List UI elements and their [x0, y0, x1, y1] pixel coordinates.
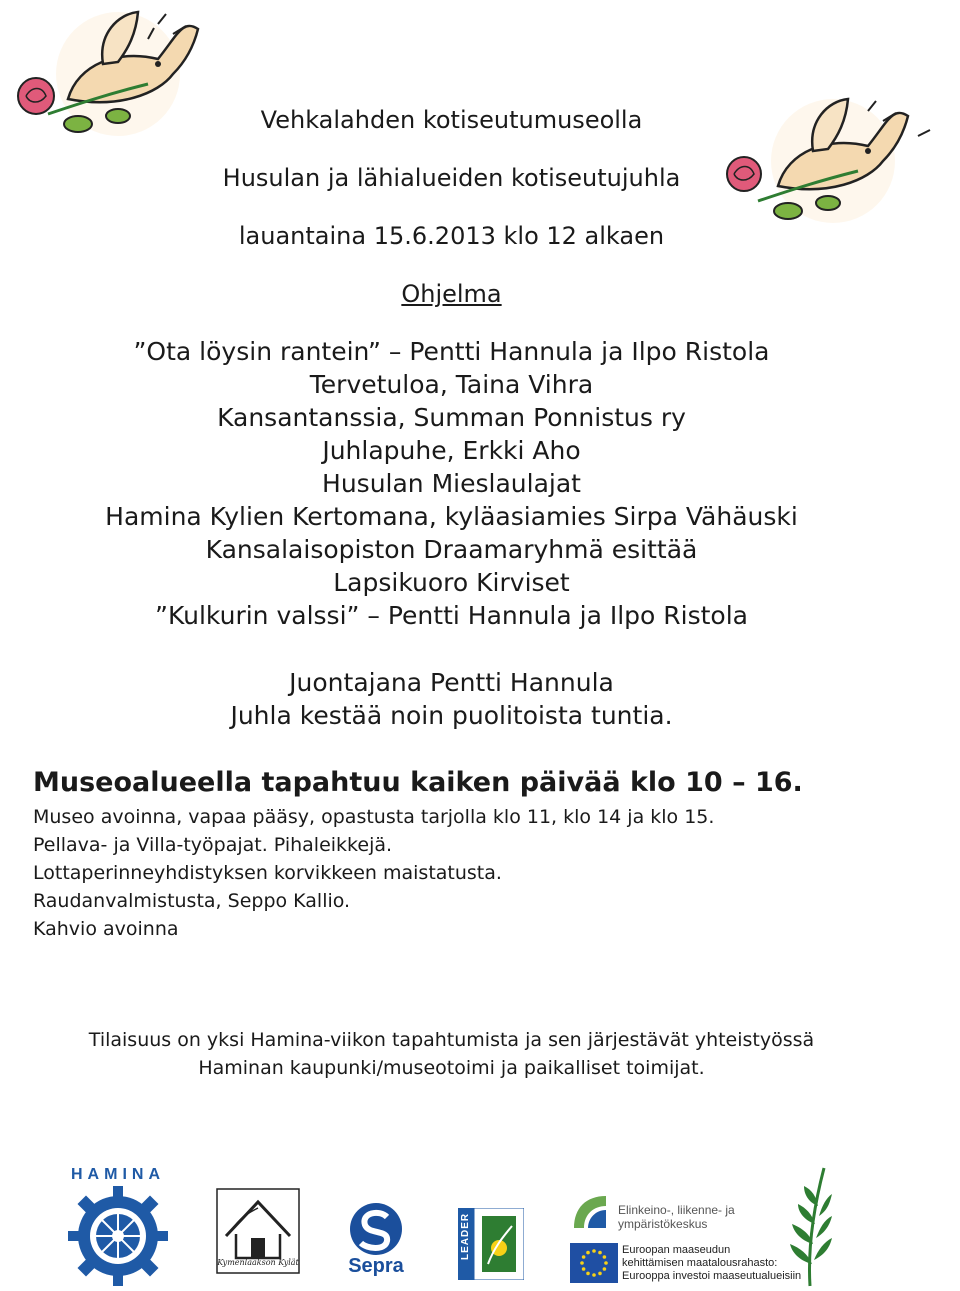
museum-heading: Museoalueella tapahtuu kaiken päivää klo 10 – 16.: [33, 767, 803, 798]
header-museum-line: Vehkalahden kotiseutumuseolla: [260, 106, 643, 134]
program-item: ”Ota löysin rantein” – Pentti Hannula ja Ilpo Ristola: [133, 337, 770, 366]
eu-flag-icon: [570, 1243, 618, 1283]
sepra-s-icon: [343, 1201, 409, 1257]
program-item: Hamina Kylien Kertomana, kyläasiamies Sirpa Vähäuski: [105, 502, 798, 531]
footer-line: Tilaisuus on yksi Hamina-viikon tapahtumista ja sen järjestävät yhteistyössä: [88, 1029, 815, 1051]
museum-line: Lottaperinneyhdistyksen korvikkeen maistatusta.: [33, 862, 502, 884]
ely-symbol-icon: [570, 1192, 614, 1232]
leader-logo-text: LEADER: [460, 1212, 471, 1260]
eu-text-line1: Euroopan maaseudun: [622, 1244, 731, 1256]
leaf-emblem-logo: [788, 1164, 834, 1288]
program-item: Tervetuloa, Taina Vihra: [309, 370, 594, 399]
museum-line: Pellava- ja Villa-työpajat. Pihaleikkejä.: [33, 834, 393, 856]
hamina-logo: [66, 1166, 170, 1288]
ely-text-line1: Elinkeino-, liikenne- ja: [618, 1203, 735, 1217]
museum-line: Kahvio avoinna: [33, 918, 179, 940]
header-date-line: lauantaina 15.6.2013 klo 12 alkaen: [238, 222, 665, 250]
program-item: Juhlapuhe, Erkki Aho: [322, 436, 581, 465]
museum-line: Raudanvalmistusta, Seppo Kallio.: [33, 890, 351, 912]
program-item: Kansalaisopiston Draamaryhmä esittää: [205, 535, 698, 564]
program-item: Husulan Mieslaulajat: [322, 469, 581, 498]
sepra-logo: [343, 1201, 409, 1278]
eu-text-line3: Eurooppa investoi maaseutualueisiin: [622, 1270, 802, 1282]
program-item: ”Kulkurin valssi” – Pentti Hannula ja Ilpo Ristola: [155, 601, 748, 630]
footer-line: Haminan kaupunki/museotoimi ja paikalliset toimijat.: [198, 1057, 705, 1079]
museum-line: Museo avoinna, vapaa pääsy, opastusta tarjolla klo 11, klo 14 ja klo 15.: [33, 806, 715, 828]
leader-logo: [458, 1208, 524, 1280]
program-duration: Juhla kestää noin puolitoista tuntia.: [230, 701, 673, 730]
kylat-logo-text: Kymenlaakson Kylät: [217, 1258, 299, 1267]
program-host: Juontajana Pentti Hannula: [289, 668, 614, 697]
eu-text-line2: kehittämisen maatalousrahasto:: [622, 1257, 778, 1269]
sepra-logo-text: Sepra: [348, 1255, 404, 1277]
program-item: Kansantanssia, Summan Ponnistus ry: [217, 403, 686, 432]
hamina-logo-text: HAMINA: [71, 1166, 165, 1183]
kymenlaakson-kylat-logo: [216, 1188, 300, 1274]
program-title: Ohjelma: [401, 280, 502, 308]
fern-leaf-icon: [788, 1164, 834, 1288]
header-event-line: Husulan ja lähialueiden kotiseutujuhla: [222, 164, 681, 192]
ely-text-line2: ympäristökeskus: [618, 1217, 708, 1231]
hamina-emblem-icon: [66, 1184, 170, 1288]
program-item: Lapsikuoro Kirviset: [333, 568, 570, 597]
